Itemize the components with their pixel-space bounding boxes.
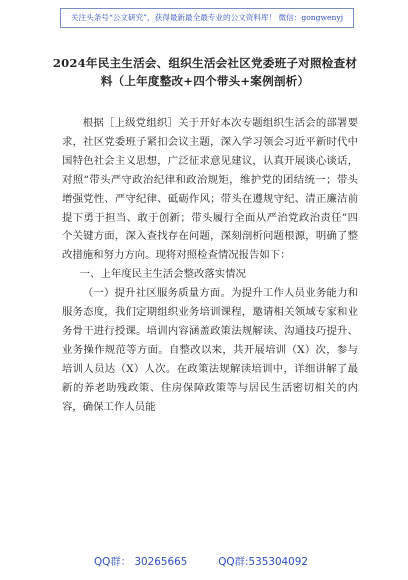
footer <box>94 555 308 569</box>
promo-banner: 关注头条号“公文研究”，获得最新最全最专业的公文资料库！ 微信：gongwenyj <box>60 8 354 28</box>
section-heading: 一、上年度民主生活会整改落实情况 <box>79 268 246 281</box>
body-paragraph: （一）提升社区服务质量方面。为提升工作人员业务能力和服务态度，我们定期组织业务培训课程，邀请相关领域专家和业务骨干进行授课。培训内容涵盖政策法规解读、沟通技巧提升、业务操作规范等方面。自整改以来，共开展培训（X）次，参与培训人员达（X）人次。在政策法规解读培训中，详细讲解了最新的养老助残政策、住房保障政策等与居民生活密切相关的内容，确保工作人员能 <box>62 287 358 413</box>
intro-paragraph: 根据［上级党组织］关于开好本次专题组织生活会的部署要求，社区党委班子紧扣会议主题，深入学习领会习近平新时代中国特色社会主义思想，广泛征求意见建议，认真开展谈心谈话，对照“带头严守政治纪律和政治规矩，维护党的团结统一；带头增强党性、严守纪律、砥砺作风；带头在遵规守纪、清正廉洁前提下勇于担当、敢于创新；带头履行全面从严治党政治责任”四个关键方面，深入查找存在问题，深刻剖析问题根源，明确了整改措施和努力方向。现将对照检查情况报告如下： <box>62 117 358 262</box>
title-line-1: 2024年民主生活会、组织生活会社区党委班子对照检查材 <box>52 56 358 70</box>
document-title <box>40 54 370 90</box>
document-body <box>62 114 358 417</box>
footer-qq-group-1: QQ群： 30265665 <box>94 556 188 568</box>
footer-qq-group-2: QQ群:535304092 <box>218 556 308 568</box>
title-line-2: 料（上年度整改+四个带头+案例剖析） <box>100 74 310 88</box>
